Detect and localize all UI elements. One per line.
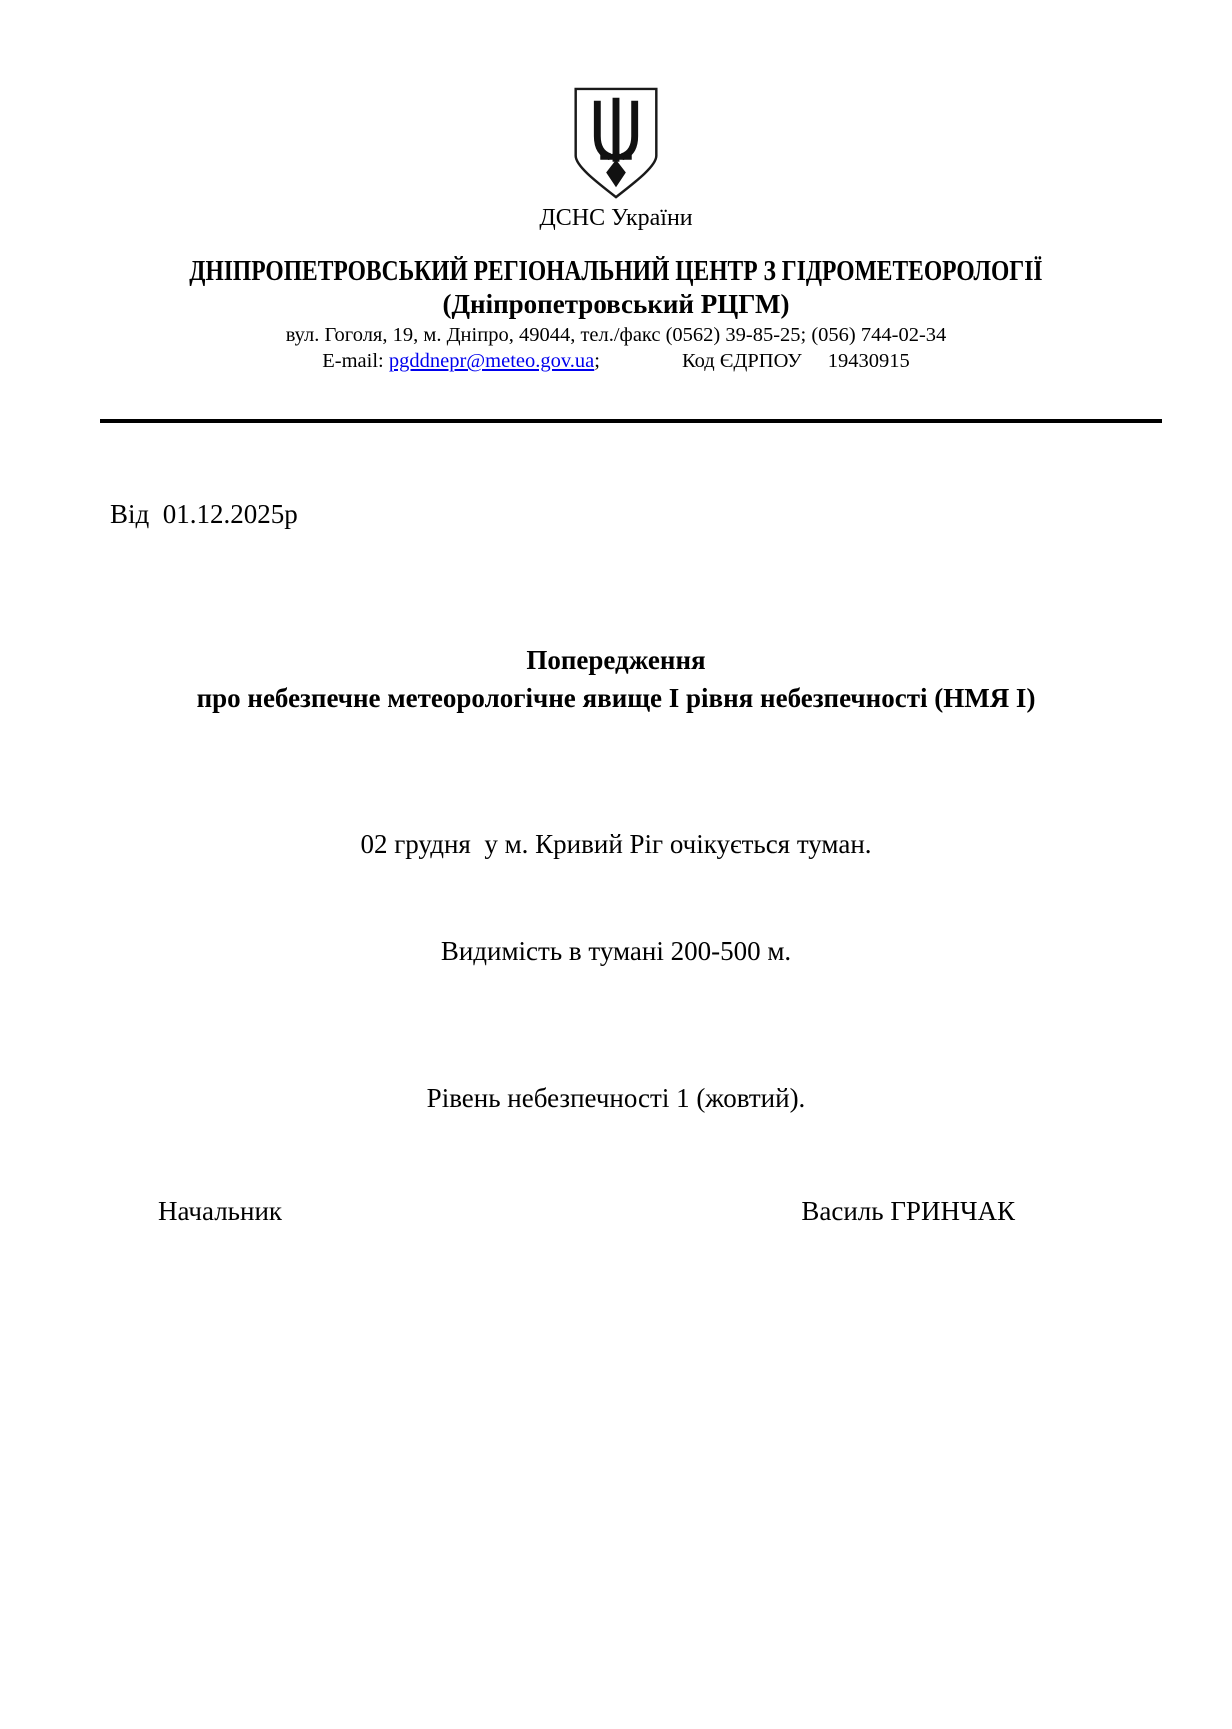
org-address: вул. Гоголя, 19, м. Дніпро, 49044, тел./факс (0562) 39-85-25; (056) 744-02-34 xyxy=(285,324,947,346)
edrpou-label: Код ЄДРПОУ xyxy=(681,350,802,372)
email-suffix: ; xyxy=(594,350,600,372)
org-name-line xyxy=(0,256,1232,288)
signature-name: Василь ГРИНЧАК xyxy=(801,1195,1015,1226)
header-divider xyxy=(100,419,1162,423)
org-name-text: ДНІПРОПЕТРОВСЬКИЙ РЕГІОНАЛЬНИЙ ЦЕНТР З ГІДРОМЕТЕОРОЛОГІЇ xyxy=(189,256,1043,287)
warning-body-line2: Видимість в тумані 200-500 м. xyxy=(440,935,792,966)
org-short-name: (Дніпропетровський РЦГМ) xyxy=(442,289,790,319)
warning-title xyxy=(0,642,1232,718)
warning-title-line2: про небезпечне метеорологічне явище І рівня небезпечності (НМЯ І) xyxy=(196,682,1036,713)
warning-body-line1: 02 грудня у м. Кривий Ріг очікується туман. xyxy=(360,828,872,859)
signature-position: Начальник xyxy=(158,1195,283,1226)
email-link[interactable]: pgddnepr@meteo.gov.ua xyxy=(388,350,595,372)
agency-name: ДСНС України xyxy=(539,205,693,231)
date-line: Від 01.12.2025р xyxy=(110,499,298,529)
danger-level-line: Рівень небезпечності 1 (жовтий). xyxy=(426,1082,806,1113)
signature-row xyxy=(0,1196,1232,1227)
contact-line xyxy=(0,350,1232,373)
email-label: E-mail: xyxy=(322,350,389,372)
warning-body xyxy=(0,756,1232,1041)
warning-title-line1: Попередження xyxy=(526,645,706,675)
ukraine-trident-emblem-icon xyxy=(563,85,669,203)
edrpou-code: 19430915 xyxy=(827,350,910,372)
